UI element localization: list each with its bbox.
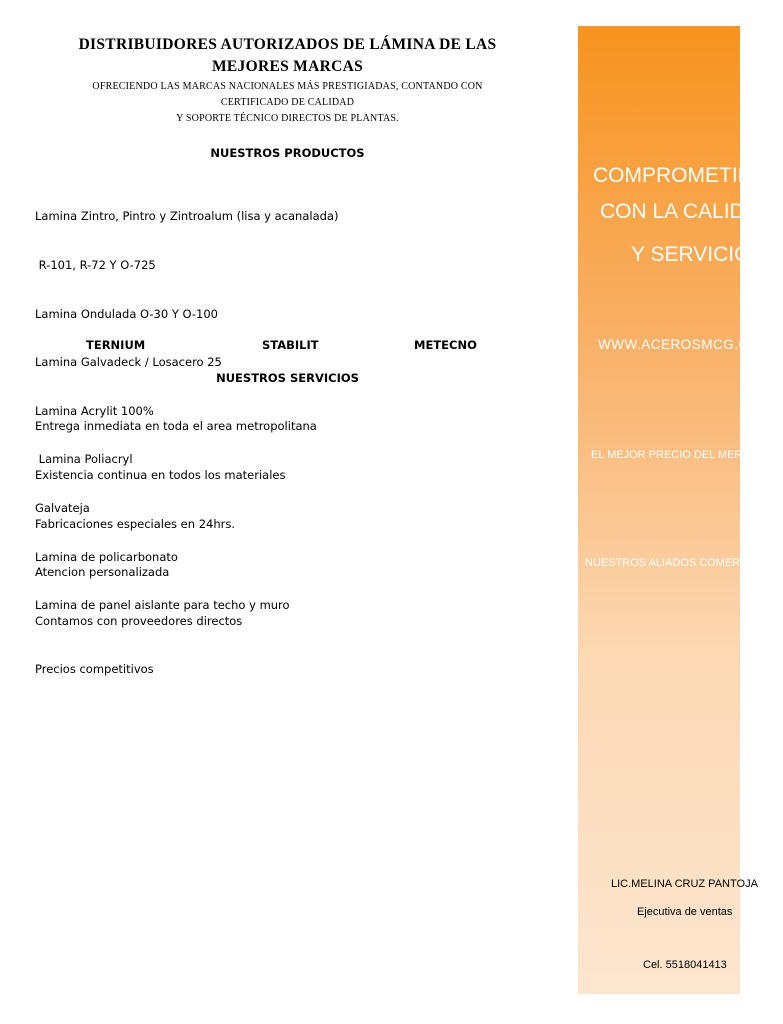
slogan-line-2: CON LA CALIDAD bbox=[600, 200, 774, 223]
document-title bbox=[40, 34, 535, 78]
services-heading: NUESTROS SERVICIOS bbox=[216, 371, 359, 385]
price-tagline: EL MEJOR PRECIO DEL MERCADO bbox=[591, 449, 775, 461]
subtitle-line-3: Y SOPORTE TÉCNICO DIRECTOS DE PLANTAS. bbox=[176, 113, 399, 124]
list-item: Precios competitivos bbox=[35, 662, 154, 677]
brand-metecno: METECNO bbox=[414, 338, 477, 352]
list-item: Lamina de panel aislante para techo y muro bbox=[35, 598, 290, 613]
list-item: Lamina Zintro, Pintro y Zintroalum (lisa y acanalada) bbox=[35, 209, 339, 224]
slogan-line-3: Y SERVICIO bbox=[631, 243, 751, 266]
list-item: Entrega inmediata en toda el area metropolitana bbox=[35, 419, 317, 434]
orange-sidebar-panel bbox=[578, 26, 783, 994]
list-item: Lamina de policarbonato bbox=[35, 549, 178, 564]
allies-label: NUESTROS ALIADOS COMERCIALES bbox=[585, 557, 780, 569]
list-item: Contamos con proveedores directos bbox=[35, 613, 243, 628]
title-line-1: DISTRIBUIDORES AUTORIZADOS DE LÁMINA DE LAS bbox=[78, 36, 497, 53]
list-item: Atencion personalizada bbox=[35, 565, 170, 580]
contact-phone: Cel. 5518041413 bbox=[643, 959, 727, 971]
list-item: Galvateja bbox=[35, 501, 90, 516]
list-item: Lamina Ondulada O-30 Y O-100 bbox=[35, 306, 218, 321]
subtitle-line-2: CERTIFICADO DE CALIDAD bbox=[220, 97, 355, 108]
list-item: Lamina Acrylit 100% bbox=[35, 403, 154, 418]
contact-role: Ejecutiva de ventas bbox=[637, 906, 733, 918]
services-list bbox=[35, 386, 317, 710]
list-item: Lamina Poliacryl bbox=[35, 452, 133, 467]
slogan-line-1: COMPROMETIDOS bbox=[593, 164, 783, 187]
list-item: Lamina Galvadeck / Losacero 25 bbox=[35, 355, 222, 370]
list-item: Fabricaciones especiales en 24hrs. bbox=[35, 516, 236, 531]
title-line-2: MEJORES MARCAS bbox=[211, 58, 364, 75]
brand-stabilit: STABILIT bbox=[262, 338, 319, 352]
brand-ternium: TERNIUM bbox=[86, 338, 146, 352]
products-heading: NUESTROS PRODUCTOS bbox=[210, 146, 365, 160]
list-item: R-101, R-72 Y O-725 bbox=[35, 258, 156, 273]
contact-name: LIC.MELINA CRUZ PANTOJA bbox=[611, 878, 758, 890]
document-subtitle bbox=[40, 79, 535, 127]
list-item: Existencia continua en todos los materiales bbox=[35, 468, 286, 483]
website-link[interactable]: WWW.ACEROSMCG.COM bbox=[598, 337, 772, 352]
subtitle-line-1: OFRECIENDO LAS MARCAS NACIONALES MÁS PRESTIGIADAS, CONTANDO CON bbox=[92, 81, 483, 92]
